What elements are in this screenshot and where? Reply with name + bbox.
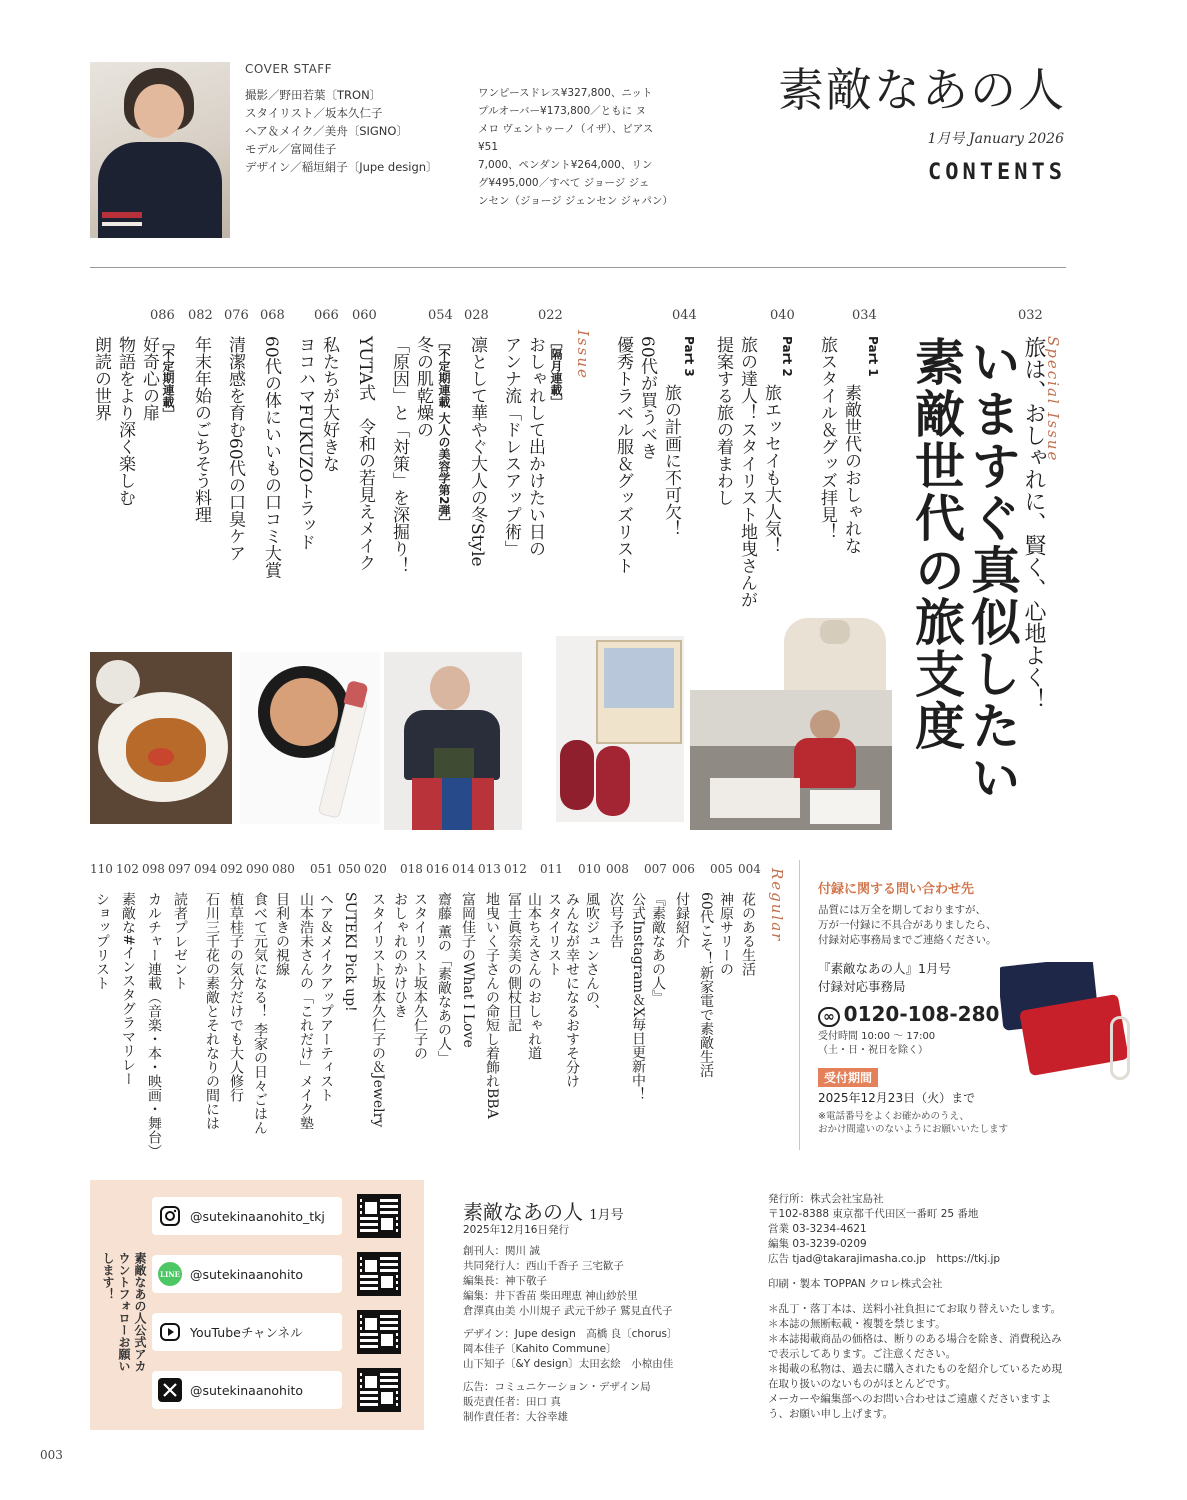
part-tag: Part 1	[866, 336, 880, 377]
regular-item: スタイリスト	[546, 892, 562, 976]
regular-item: 神原サリーの	[718, 892, 734, 976]
x-icon	[158, 1378, 182, 1402]
page-number: 051	[310, 862, 333, 876]
staff-line: 共同発行人：西山千香子 三宅歓子	[463, 1260, 624, 1272]
phone-text: 0120-108-280	[843, 1002, 1000, 1026]
page-number: 007	[644, 862, 667, 876]
office-line: 付録対応事務局	[818, 979, 906, 994]
staff-line: 倉澤真由美 小川規子 武元千紗子 鷲見直代子	[463, 1305, 673, 1317]
cover-staff-line: モデル／富岡佳子	[245, 142, 337, 156]
instagram-account-link[interactable]	[152, 1197, 342, 1235]
special-title-line1: いますぐ真似したい	[963, 336, 1022, 804]
page-number: 016	[426, 862, 449, 876]
page-number: 082	[188, 308, 213, 323]
regular-item: 地曳いく子さんの命短し着飾れBBA	[484, 892, 500, 1119]
staff-line: 制作責任者：大谷幸雄	[463, 1411, 568, 1423]
page-folio: 003	[40, 1448, 63, 1462]
credit-line: プルオーバー¥173,800／ともに ヌ	[478, 105, 646, 117]
note-line: ※電話番号をよくお確かめのうえ、	[818, 1111, 970, 1122]
regular-item: ヘア＆メイクアップアーティスト	[318, 892, 334, 1102]
publisher-line: 編集 03-3239-0209	[768, 1238, 867, 1250]
period-badge: 受付期間	[818, 1068, 878, 1087]
page-number: 040	[770, 308, 795, 323]
page-number: 076	[224, 308, 249, 323]
page-number: 005	[710, 862, 733, 876]
staff-line: 岡本佳子〔Kahito Commune〕	[463, 1343, 617, 1355]
regular-item: 次号予告	[608, 892, 624, 948]
article-line: 凛として華やぐ大人の冬Style	[467, 336, 487, 567]
line-icon: LINE	[158, 1262, 182, 1286]
article-line: 「原因」と「対策」を深掘り！	[389, 336, 409, 574]
hours-line: 受付時間 10:00 ～ 17:00	[818, 1031, 936, 1042]
regular-item: ショップリスト	[94, 892, 110, 990]
note-line: ＊本誌の無断転載・複製を禁じます。	[768, 1318, 946, 1330]
regular-item: 富岡佳子のWhat I Love	[460, 892, 476, 1048]
page-number: 090	[246, 862, 269, 876]
follow-message: 素敵なあの人公式アカウントフォローお願いします！	[101, 1252, 147, 1372]
part2-line1: 旅エッセイも大人気！	[761, 384, 781, 554]
page-number: 066	[314, 308, 339, 323]
part3-line2: 60代が買うべき	[637, 336, 657, 460]
staff-line: 広告：コミュニケーション・デザイン局	[463, 1381, 651, 1393]
inquiry-title: 付録に関する問い合わせ先	[818, 882, 975, 897]
page-number: 012	[504, 862, 527, 876]
inquiry-line: 万が一付録に不具合がありましたら、	[818, 919, 997, 931]
part3-line3: 優秀トラベル服＆グッズリスト	[613, 336, 633, 574]
cover-staff-title: COVER STAFF	[245, 62, 333, 76]
colophon-issue: 1月号	[589, 1208, 624, 1223]
part1-line1: 素敵世代のおしゃれな	[841, 384, 861, 554]
page-number: 022	[538, 308, 563, 323]
staff-line: 山下知子〔&Y design〕太田玄絵 小椋由佳	[463, 1358, 674, 1370]
page-number: 032	[1018, 308, 1043, 323]
regular-item: 『素敵なあの人』	[650, 892, 666, 1004]
youtube-icon	[158, 1320, 182, 1344]
note-line: ＊乱丁・落丁本は、送料小社負担にてお取り替えいたします。	[768, 1303, 1062, 1315]
staff-line: 販売責任者：田口 真	[463, 1396, 561, 1408]
office-line: 『素敵なあの人』1月号	[818, 961, 951, 976]
article-tag: ［不定期連載］	[161, 336, 175, 420]
regular-item: 風吹ジュンさんの、	[584, 892, 600, 1018]
colophon-title	[463, 1196, 624, 1225]
cover-staff-line: スタイリスト／坂本久仁子	[245, 106, 383, 120]
regular-item: 植草桂子の気分だけでも大人修行	[228, 892, 244, 1102]
regular-item: 石川三千花の素敵とそれなりの間には	[204, 892, 220, 1130]
article-line: アンナ流「ドレスアップ術」	[501, 336, 521, 557]
printer-info: 印刷・製本 TOPPAN クロレ株式会社	[768, 1278, 943, 1290]
cosmetics-photo	[240, 652, 380, 824]
publisher-line: 広告 tjad@takarajimasha.co.jp https://tkj.jp	[768, 1253, 1001, 1265]
page-number: 092	[220, 862, 243, 876]
page-number: 004	[738, 862, 761, 876]
page-number: 020	[364, 862, 387, 876]
inquiry-note	[818, 1110, 1008, 1136]
part2-line2: 旅の達人！スタイリスト地曳さんが	[737, 336, 757, 608]
colophon-staff	[463, 1244, 677, 1425]
credit-line: 7,000、ペンダント¥264,000、リン	[478, 159, 653, 171]
article-line: 私たちが大好きな	[319, 336, 339, 472]
page-number: 080	[272, 862, 295, 876]
special-issue-label: Special Issue	[1044, 336, 1062, 463]
page-number: 018	[400, 862, 423, 876]
phone-number	[818, 1002, 999, 1026]
food-photo	[90, 652, 232, 824]
freedial-icon: ∞	[818, 1007, 840, 1027]
page-number: 011	[540, 862, 563, 876]
regular-item: 山本ちえさんのおしゃれ道	[526, 892, 542, 1060]
inquiry-office	[818, 960, 951, 996]
regular-item: SUTEKI Pick up!	[342, 892, 358, 1012]
line-handle: @sutekinaanohito	[190, 1266, 303, 1282]
inquiry-body	[818, 903, 997, 948]
note-line: ＊本誌掲載商品の価格は、断りのある場合を除き、消費税込みで表示してあります。ご注意ください。	[768, 1333, 1062, 1360]
x-qr-code	[357, 1368, 401, 1412]
youtube-qr-code	[357, 1310, 401, 1354]
publisher-info	[768, 1192, 1000, 1267]
regular-item: おしゃれのかけひき	[392, 892, 408, 1018]
cover-staff-line: ヘア＆メイク／美舟〔SIGNO〕	[245, 124, 408, 138]
page-number: 010	[578, 862, 601, 876]
regular-item: 付録紹介	[674, 892, 690, 948]
fashion-photo	[384, 652, 522, 830]
note-line: メーカーや編集部へのお問い合わせはご遠慮くださいますよう、お願い申し上げます。	[768, 1393, 1052, 1420]
page-number: 086	[150, 308, 175, 323]
page-number: 014	[452, 862, 475, 876]
article-line: 朗読の世界	[91, 336, 111, 421]
regular-item: みんなが幸せになるおすそ分け	[564, 892, 580, 1088]
article-line: 好奇心の扉	[139, 336, 159, 421]
youtube-channel-link[interactable]	[152, 1313, 342, 1351]
divider	[90, 267, 1066, 268]
x-handle: @sutekinaanohito	[190, 1382, 303, 1398]
part1-line2: 旅スタイル＆グッズ拝見！	[817, 336, 837, 540]
regular-item: 目利きの視線	[274, 892, 290, 976]
hours-line: （土・日・祝日を除く）	[818, 1045, 928, 1056]
credit-line: ワンピースドレス¥327,800、ニット	[478, 87, 653, 99]
page-number: 060	[352, 308, 377, 323]
travel-goods-photo	[556, 636, 684, 822]
youtube-label: YouTubeチャンネル	[190, 1325, 303, 1340]
cover-model-photo	[90, 62, 230, 238]
staff-line: 編集長：神下敬子	[463, 1275, 547, 1287]
regular-item: 公式Instagram＆X毎日更新中！	[630, 892, 646, 1101]
article-line: 年末年始のごちそう料理	[191, 336, 211, 523]
publisher-line: 営業 03-3234-4621	[768, 1223, 867, 1235]
part3-line1: 旅の計画に不可欠！	[661, 384, 681, 537]
regular-item: 読者プレゼント	[172, 892, 188, 990]
staff-line: デザイン：Jupe design 高橋 良〔chorus〕	[463, 1328, 678, 1340]
regular-item: 素敵な#インスタグラマリレー	[120, 892, 136, 1086]
page-number: 034	[852, 308, 877, 323]
regular-item: スタイリスト坂本久仁子の＆Jewelry	[370, 892, 386, 1128]
inquiry-hours	[818, 1030, 935, 1058]
line-account-link[interactable]	[152, 1255, 342, 1293]
article-line: ヨコハマFUKUZOトラッド	[295, 336, 315, 551]
instagram-qr-code	[357, 1194, 401, 1238]
page-number: 028	[464, 308, 489, 323]
page-number: 094	[194, 862, 217, 876]
cover-staff-list	[245, 86, 438, 176]
page-number: 044	[672, 308, 697, 323]
article-line: 60代の体にいいもの口コミ大賞	[261, 336, 281, 579]
pouch-photo	[1000, 962, 1144, 1086]
cover-credit	[478, 84, 673, 210]
magazine-title: 素敵なあの人	[778, 63, 1066, 117]
article-line: YUTA式 令和の若見えメイク	[355, 336, 375, 572]
article-line: おしゃれして出かけたい日の	[525, 336, 545, 557]
note-line: おかけ間違いのないようにお願いいたします	[818, 1124, 1009, 1135]
legal-notes	[768, 1302, 1068, 1422]
part-tag: Part 3	[682, 336, 696, 377]
page-number: 054	[428, 308, 453, 323]
packing-photo	[690, 690, 892, 830]
issue-label: 1月号 January 2026	[927, 131, 1064, 147]
contents-label: CONTENTS	[928, 160, 1066, 185]
article-line: 物語をより深く楽しむ	[115, 336, 135, 506]
regular-item: 花のある生活	[740, 892, 756, 976]
credit-line: メロ ヴェントゥーノ（イザ）、ピアス¥51	[478, 123, 654, 153]
article-tag: ［隔月連載］	[549, 336, 563, 408]
regular-item: カルチャー連載（音楽・本・映画・舞台）	[146, 892, 162, 1158]
inquiry-line: 付録対応事務局までご連絡ください。	[818, 934, 997, 946]
page-number: 110	[90, 862, 113, 876]
page-number: 097	[168, 862, 191, 876]
instagram-handle: @sutekinaanohito_tkj	[190, 1208, 325, 1224]
part-tag: Part 2	[780, 336, 794, 377]
publisher-line: 発行所：株式会社宝島社	[768, 1193, 884, 1205]
page-number: 068	[260, 308, 285, 323]
cover-staff-line: デザイン／稲垣絹子〔Jupe design〕	[245, 160, 438, 174]
regular-item: 食べて元気になる！ 李家の日々ごはん	[252, 892, 268, 1135]
instagram-icon	[158, 1204, 182, 1228]
part2-line3: 提案する旅の着まわし	[713, 336, 733, 506]
x-account-link[interactable]	[152, 1371, 342, 1409]
page-number: 050	[338, 862, 361, 876]
staff-line: 編集：井下香苗 柴田理恵 神山紗於里	[463, 1290, 638, 1302]
article-tag: ［不定期連載 大人の美容学第2弾］	[437, 336, 451, 529]
regular-item: 山本浩未さんの「これだけ」メイク塾	[298, 892, 314, 1130]
regular-item: 60代こそ！新家電で素敵生活	[698, 892, 714, 1078]
publisher-line: 〒102-8388 東京都千代田区一番町 25 番地	[768, 1208, 979, 1220]
article-line: 清潔感を育む60代の口臭ケア	[225, 336, 245, 562]
regular-item: スタイリスト坂本久仁子の	[412, 892, 428, 1060]
note-line: ＊掲載の私物は、過去に購入されたものを紹介しているため現在取り扱いのないものがほとんどです。	[768, 1363, 1062, 1390]
regular-item: 齋藤 薫の「素敵なあの人」	[436, 892, 452, 1065]
special-title-line2: 素敵世代の旅支度	[907, 336, 966, 752]
colophon-magazine-name: 素敵なあの人	[463, 1200, 583, 1224]
page-number: 102	[116, 862, 139, 876]
credit-line: ンセン（ジョージ ジェンセン ジャパン）	[478, 195, 673, 207]
page-number: 008	[606, 862, 629, 876]
issue-label: Issue	[574, 330, 592, 380]
special-subtitle: 旅は、おしゃれに、賢く、心地よく！	[1021, 336, 1046, 710]
regular-label: Regular	[768, 868, 786, 943]
regular-item: 冨士眞奈美の側杖日記	[506, 892, 522, 1032]
cover-staff-line: 撮影／野田若葉〔TRON〕	[245, 88, 382, 102]
page-number: 098	[142, 862, 165, 876]
staff-line: 創刊人：関川 誠	[463, 1245, 540, 1257]
credit-line: グ¥495,000／すべて ジョージ ジェ	[478, 177, 650, 189]
article-line: 冬の肌乾燥の	[413, 336, 433, 438]
publication-date: 2025年12月16日発行	[463, 1224, 569, 1236]
inquiry-deadline: 2025年12月23日（火）まで	[818, 1091, 976, 1105]
line-qr-code	[357, 1252, 401, 1296]
inquiry-line: 品質には万全を期しておりますが、	[818, 904, 986, 916]
page-number: 013	[478, 862, 501, 876]
page-number: 006	[672, 862, 695, 876]
